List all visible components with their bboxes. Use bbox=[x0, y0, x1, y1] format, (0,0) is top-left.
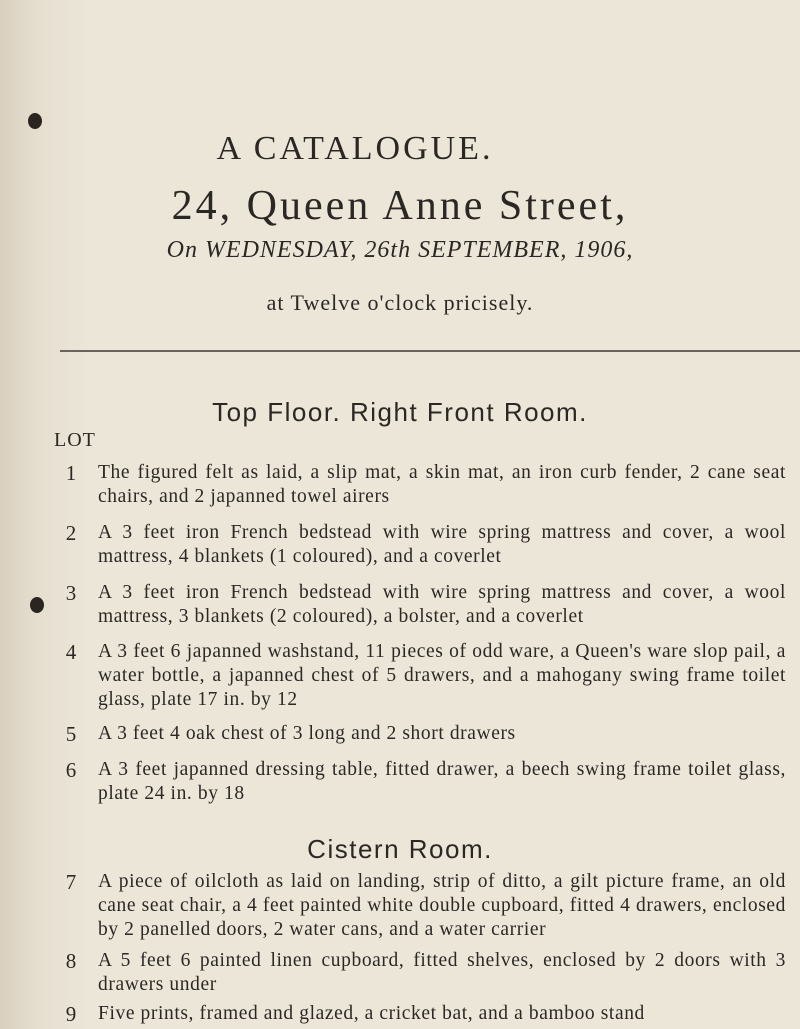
divider-rule bbox=[60, 350, 800, 352]
lot-description: Five prints, framed and glazed, a cricket bat, and a bamboo stand bbox=[98, 1003, 645, 1024]
lot-description: A 3 feet iron French bedstead with wire spring mattress and cover, a wool mattress, 3 blankets (2 coloured), a bolster, and a coverlet bbox=[98, 582, 786, 627]
lot-number: 6 bbox=[65, 758, 77, 782]
sale-date: On WEDNESDAY, 26th SEPTEMBER, 1906, bbox=[166, 237, 634, 263]
lot-item bbox=[56, 1002, 786, 1026]
lot-column-label: LOT bbox=[54, 429, 96, 451]
lot-item bbox=[56, 461, 786, 509]
lot-description: A 3 feet japanned dressing table, fitted drawer, a beech swing frame toilet glass, plate 24 in. by 18 bbox=[98, 759, 786, 804]
catalogue-title-block bbox=[0, 130, 800, 168]
lot-number: 4 bbox=[65, 640, 77, 664]
binding-hole bbox=[30, 597, 44, 613]
lot-item bbox=[56, 521, 786, 569]
lot-number: 2 bbox=[65, 521, 77, 545]
sale-address: 24, Queen Anne Street, bbox=[171, 183, 629, 229]
lot-item bbox=[56, 581, 786, 629]
lot-number: 7 bbox=[65, 870, 77, 894]
lot-description: A 3 feet iron French bedstead with wire spring mattress and cover, a wool mattress, 4 blankets (1 coloured), and a coverlet bbox=[98, 522, 786, 567]
lot-description: The figured felt as laid, a slip mat, a skin mat, an iron curb fender, 2 cane seat chairs, and 2 japanned towel airers bbox=[98, 462, 786, 507]
lot-description: A 5 feet 6 painted linen cupboard, fitted shelves, enclosed by 2 doors with 3 drawers under bbox=[98, 950, 786, 995]
section-heading-top-floor: Top Floor. Right Front Room. bbox=[212, 397, 588, 427]
lot-description: A 3 feet 6 japanned washstand, 11 pieces of odd ware, a Queen's ware slop pail, a water bottle, a japanned chest of 5 drawers, and a mahogany swing frame toilet glass, plate 17 in. by 12 bbox=[98, 641, 786, 710]
catalogue-title: A CATALOGUE. bbox=[216, 130, 494, 167]
binding-hole bbox=[28, 113, 42, 129]
lot-item bbox=[56, 640, 786, 712]
lot-number: 3 bbox=[65, 581, 77, 605]
lot-item bbox=[56, 722, 786, 746]
sale-time: at Twelve o'clock pricisely. bbox=[266, 290, 534, 315]
lot-number: 8 bbox=[65, 949, 77, 973]
section-heading-cistern-room: Cistern Room. bbox=[307, 834, 493, 864]
lot-description: A 3 feet 4 oak chest of 3 long and 2 short drawers bbox=[98, 723, 516, 744]
lot-item bbox=[56, 758, 786, 806]
lot-number: 9 bbox=[65, 1002, 77, 1026]
lot-item bbox=[56, 870, 786, 942]
lot-number: 1 bbox=[65, 461, 77, 485]
lot-item bbox=[56, 949, 786, 997]
lot-description: A piece of oilcloth as laid on landing, strip of ditto, a gilt picture frame, an old cane seat chair, a 4 feet painted white double cupboard, fitted 4 drawers, enclosed by 2 panelled doors, 2 water cans, and a water carrier bbox=[98, 871, 786, 940]
lot-number: 5 bbox=[65, 722, 77, 746]
